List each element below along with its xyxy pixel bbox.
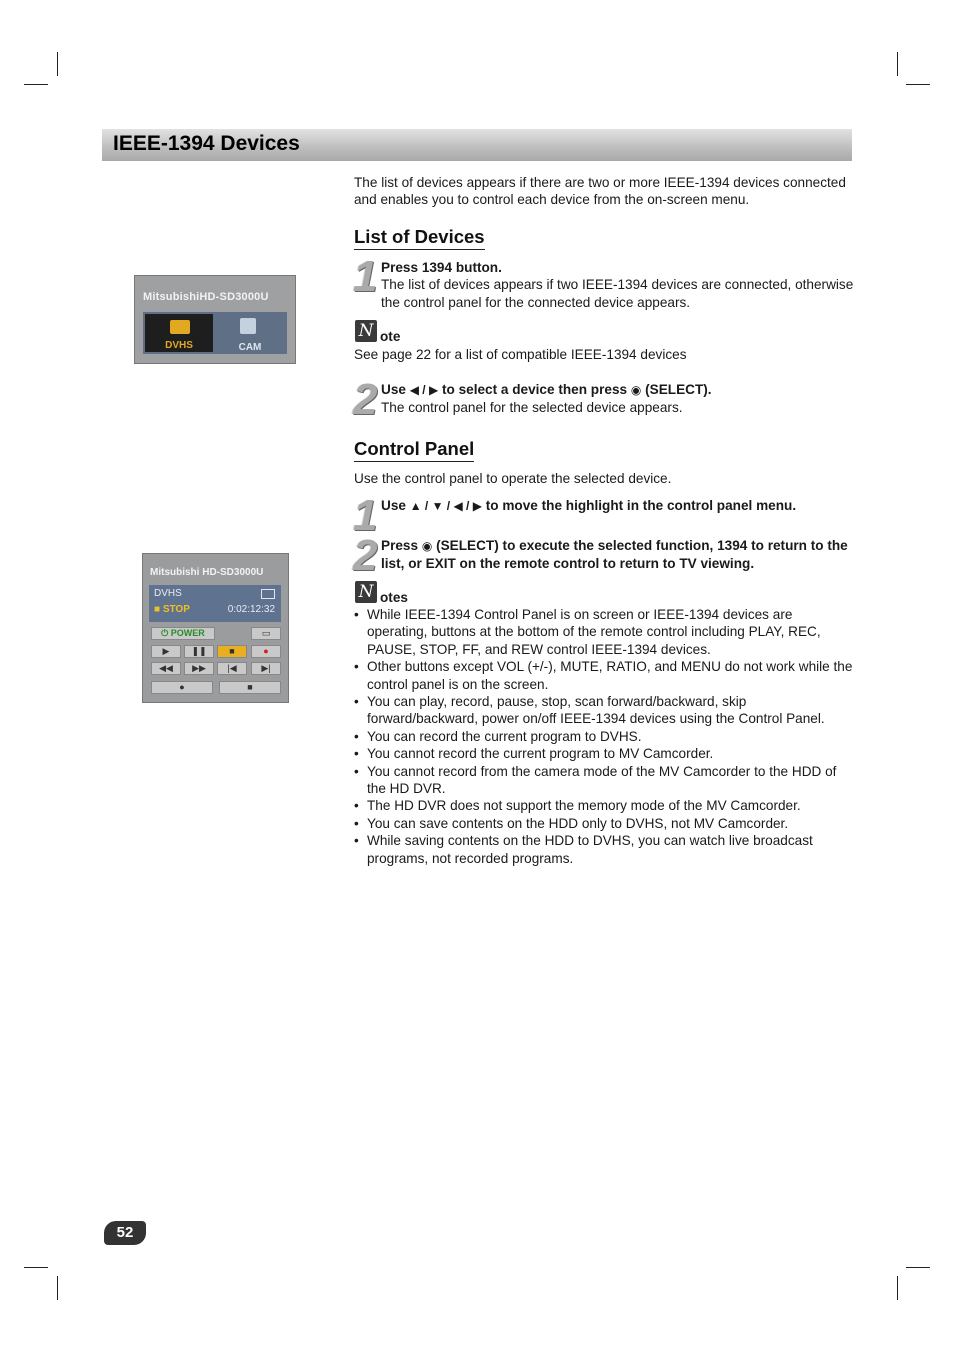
device-list-screenshot — [134, 275, 296, 364]
crop-mark — [906, 1267, 930, 1268]
status-display — [149, 585, 281, 622]
list-step-1 — [381, 259, 856, 311]
pause-button[interactable]: ❚❚ — [184, 645, 214, 658]
exit-button[interactable]: ▭ — [251, 627, 281, 640]
skip-forward-button[interactable]: ▶| — [251, 662, 281, 675]
device-list-bar — [143, 312, 287, 354]
step-number: 1 — [353, 491, 376, 540]
list-of-devices-heading: List of Devices — [354, 226, 485, 250]
crop-mark — [24, 84, 48, 85]
rec-function-button[interactable]: ● — [151, 681, 213, 694]
control-step-2: Press ◉ (SELECT) to execute the selected function, 1394 to return to the list, or EXIT on the remote control to return to TV viewing. — [381, 538, 848, 572]
rewind-button[interactable]: ◀◀ — [151, 662, 181, 675]
arrow-icons: ▲ / ▼ / ◀ / ▶ — [409, 499, 482, 513]
control-panel-intro: Use the control panel to operate the selected device. — [354, 471, 672, 486]
time-counter: 0:02:12:32 — [227, 604, 275, 615]
record-button[interactable]: ● — [251, 645, 281, 658]
list-item: • While saving contents on the HDD to DVHS, you can watch live broadcast programs, not recorded programs. — [354, 832, 854, 867]
list-item: • You cannot record from the camera mode of the MV Camcorder to the HDD of the HD DVR. — [354, 763, 854, 798]
control-step-1: Use ▲ / ▼ / ◀ / ▶ to move the highlight in the control panel menu. — [381, 498, 797, 513]
device-model-label: MitsubishiHD-SD3000U — [143, 291, 269, 303]
select-icon: ◉ — [630, 383, 642, 397]
list-item: • Other buttons except VOL (+/-), MUTE, RATIO, and MENU do not work while the control panel is on the screen. — [354, 658, 854, 693]
select-icon: ◉ — [421, 539, 433, 553]
list-item: • You cannot record the current program to MV Camcorder. — [354, 745, 854, 762]
crop-mark — [57, 1276, 58, 1300]
tape-icon — [261, 589, 275, 599]
page-number: 52 — [104, 1221, 146, 1245]
stop-function-button[interactable]: ■ — [219, 681, 281, 694]
list-item: • While IEEE-1394 Control Panel is on screen or IEEE-1394 devices are operating, buttons at the bottom of the remote control including PLAY, REC, PAUSE, STOP, FF, and REW control IEEE-1394 devices. — [354, 606, 854, 658]
device-model-label: Mitsubishi HD-SD3000U — [150, 567, 264, 578]
step-title: Press 1394 button. — [381, 260, 502, 275]
device-dvhs-selected[interactable] — [145, 314, 213, 352]
power-button[interactable]: ⏻ POWER — [151, 627, 215, 640]
list-item: • You can record the current program to DVHS. — [354, 728, 854, 745]
control-panel-screenshot — [142, 553, 289, 703]
device-label[interactable]: CAM — [238, 342, 262, 353]
note-icon: N — [355, 320, 377, 342]
list-step-2 — [381, 381, 856, 417]
arrow-icons: ◀ / ▶ — [409, 383, 439, 397]
crop-mark — [897, 1276, 898, 1300]
list-item: • The HD DVR does not support the memory mode of the MV Camcorder. — [354, 797, 854, 814]
notes-label: otes — [380, 590, 408, 605]
status-text: ■ STOP — [154, 604, 190, 615]
crop-mark — [57, 52, 58, 76]
fast-forward-button[interactable]: ▶▶ — [184, 662, 214, 675]
crop-mark — [24, 1267, 48, 1268]
crop-mark — [906, 84, 930, 85]
control-panel-heading: Control Panel — [354, 438, 474, 462]
note-label: ote — [380, 329, 401, 344]
device-name: DVHS — [154, 588, 182, 599]
skip-back-button[interactable]: |◀ — [217, 662, 247, 675]
list-item: • You can play, record, pause, stop, scan forward/backward, skip forward/backward, power on/off IEEE-1394 devices using the Control Panel. — [354, 693, 854, 728]
step-text: The list of devices appears if two IEEE-1394 devices are connected, otherwise the control panel for the connected device appears. — [381, 277, 854, 310]
section-title-bar — [102, 129, 852, 161]
notes-icon: N — [355, 581, 377, 603]
stop-button[interactable]: ■ — [217, 645, 247, 658]
list-item: • You can save contents on the HDD only to DVHS, not MV Camcorder. — [354, 815, 854, 832]
crop-mark — [897, 52, 898, 76]
step-number: 2 — [353, 375, 376, 424]
play-button[interactable]: ▶ — [151, 645, 181, 658]
note-text: See page 22 for a list of compatible IEEE-1394 devices — [354, 347, 687, 362]
step-number: 1 — [353, 252, 376, 301]
step-text: The control panel for the selected device appears. — [381, 400, 683, 416]
page-title: IEEE-1394 Devices — [113, 132, 300, 155]
step-title: Use ◀ / ▶ to select a device then press ◉ (SELECT). — [381, 382, 712, 397]
intro-paragraph: The list of devices appears if there are two or more IEEE-1394 devices connected and enables you to control each device from the on-screen menu. — [354, 175, 846, 208]
vcr-icon — [170, 320, 190, 334]
notes-list — [354, 606, 854, 867]
device-label: DVHS — [165, 340, 193, 351]
step-number: 2 — [353, 531, 376, 580]
camcorder-icon — [240, 318, 256, 334]
